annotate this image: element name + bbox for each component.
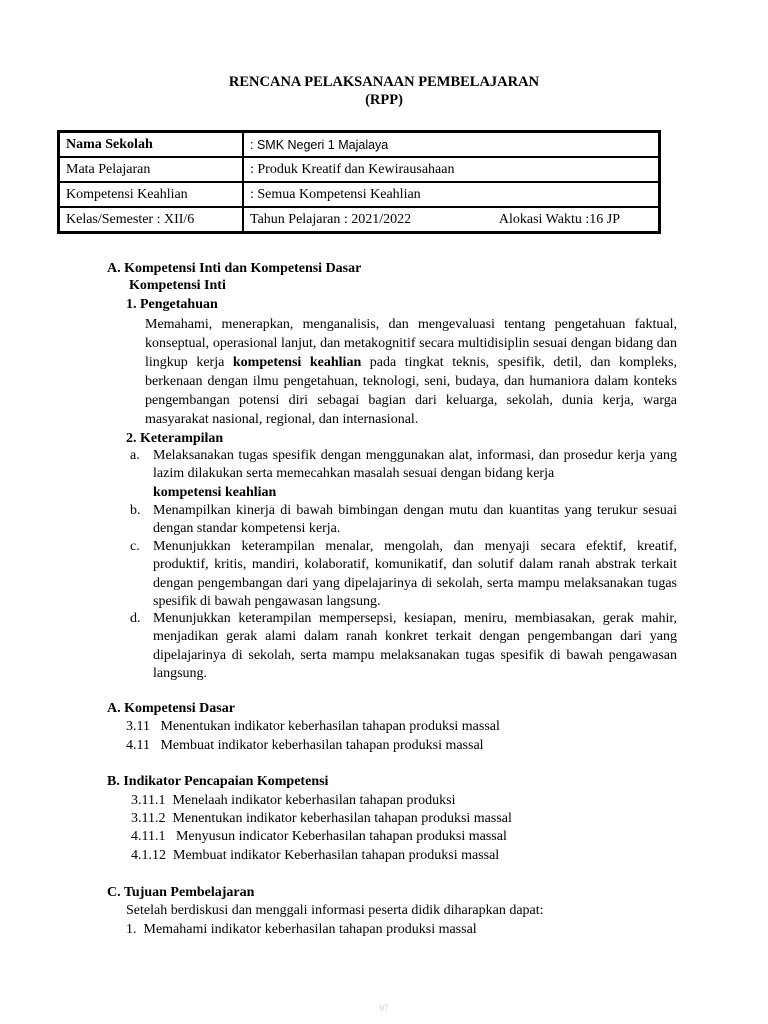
k2-d-text: Menunjukkan keterampilan mempersepsi, kesiapan, meniru, membiasakan, gerak mahir, menjadikan gerak alami dalam ranah konkret terkait dengan pengembangan dari yang dipelajarinya di sekolah, serta mampu melaksanakan tugas spesifik di bawah pengawasan langsung. [153, 611, 677, 681]
k2-a-bold: kompetensi keahlian [153, 484, 277, 500]
kd-heading: A. Kompetensi Dasar [107, 701, 235, 716]
section-c-heading: C. Tujuan Pembelajaran [107, 885, 255, 900]
k2-c-text: Menunjukkan keterampilan menalar, mengolah, dan menyaji secara efektif, kreatif, produktif, kritis, mandiri, kolaboratif, komunikatif, dan solutif dalam ranah abstrak terkait dengan pengembangan dari yang dipelajarinya di sekolah, serta mampu melaksanakan tugas spesifik di bawah pengawasan langsung. [153, 539, 677, 609]
list-item: 4.11.1 Menyusun indicator Keberhasilan tahapan produksi massal [131, 829, 507, 844]
k2-a-text [153, 447, 677, 502]
k1-text-end: pada tingkat teknis, spesifik, detil, dan kompleks, berkenaan dengan ilmu pengetahuan, teknologi, seni, budaya, dan humaniora dalam konteks pengembangan potensi diri sebagai bagian dari keluarga, sekolah, dunia kerja, warga masyarakat nasional, regional, dan internasional. [145, 355, 677, 427]
list-item: 4.11 Membuat indikator keberhasilan tahapan produksi massal [126, 738, 484, 753]
subject-value: : Produk Kreatif dan Kewirausahaan [243, 157, 660, 182]
k2-a-body: Melaksanakan tugas spesifik dengan menggunakan alat, informasi, dan prosedur kerja yang lazim dilakukan serta memecahkan masalah sesuai dengan bidang kerja [153, 448, 677, 482]
table-row [59, 157, 660, 182]
year-value: Tahun Pelajaran : 2021/2022 [250, 211, 412, 227]
table-row [59, 182, 660, 207]
k2-c-label: c. [130, 539, 140, 554]
competency-label: Kompetensi Keahlian [59, 182, 244, 207]
section-c-intro: Setelah berdiskusi dan menggali informasi peserta didik diharapkan dapat: [126, 903, 544, 918]
list-item: 3.11.1 Menelaah indikator keberhasilan tahapan produksi [131, 793, 456, 808]
table-row [59, 132, 660, 158]
k2-title: 2. Keterampilan [126, 431, 224, 446]
k2-b-text: Menampilkan kinerja di bawah bimbingan dengan mutu dan kuantitas yang terukur sesuai dengan standar kompetensi kerja. [153, 503, 677, 537]
k1-title: 1. Pengetahuan [126, 297, 218, 312]
table-row [59, 207, 660, 233]
document-subtitle: (RPP) [365, 92, 403, 108]
document-title: RENCANA PELAKSANAAN PEMBELAJARAN [228, 74, 540, 90]
list-item: 4.1.12 Membuat indikator Keberhasilan tahapan produksi massal [131, 848, 500, 863]
list-item: 3.11.2 Menentukan indikator keberhasilan tahapan produksi massal [131, 811, 512, 826]
k2-d-label: d. [130, 611, 141, 626]
section-a-subheading: Kompetensi Inti [129, 278, 226, 293]
competency-value: : Semua Kompetensi Keahlian [243, 182, 660, 207]
school-label: Nama Sekolah [59, 132, 244, 158]
subject-label: Mata Pelajaran [59, 157, 244, 182]
k2-b-label: b. [130, 503, 141, 518]
section-b-heading: B. Indikator Pencapaian Kompetensi [107, 774, 329, 789]
k1-text: Memahami, menerapkan, menganalisis, dan mengevaluasi tentang pengetahuan faktual, konseptual, operasional lanjut, dan metakognitif secara multidisiplin sesuai dengan bidang dan lingkup kerja [145, 317, 677, 370]
page-number: 97 [379, 1003, 389, 1013]
k1-bold-text: kompetensi keahlian [232, 355, 362, 370]
list-item: 1. Memahami indikator keberhasilan tahapan produksi massal [126, 922, 477, 937]
list-item: 3.11 Menentukan indikator keberhasilan tahapan produksi massal [126, 719, 500, 734]
info-table [57, 130, 661, 234]
k1-paragraph [145, 315, 677, 429]
k2-a-label: a. [130, 448, 140, 463]
time-value: Alokasi Waktu :16 JP [498, 211, 620, 227]
year-time-cell [243, 207, 660, 233]
class-label: Kelas/Semester : XII/6 [59, 207, 244, 233]
school-value: : SMK Negeri 1 Majalaya [243, 132, 660, 158]
section-a-heading: A. Kompetensi Inti dan Kompetensi Dasar [107, 261, 362, 276]
